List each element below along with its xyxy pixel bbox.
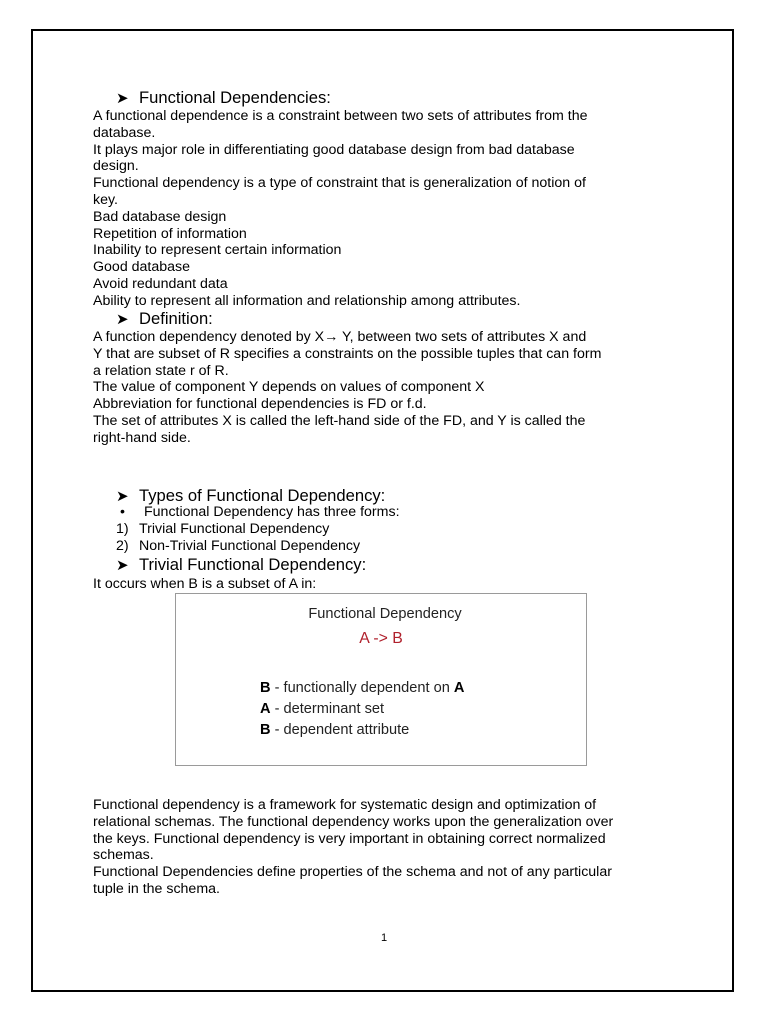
trivial-text: It occurs when B is a subset of A in: [93,576,317,592]
figure-row: B - functionally dependent on A [260,680,465,696]
figure-row: B - dependent attribute [260,722,410,738]
heading-functional-dependencies: ➤ Functional Dependencies: [116,88,331,107]
text-line: schemas. [93,847,154,864]
list-item: 1) Trivial Functional Dependency [116,521,330,537]
text-line: A function dependency denoted by X→ Y, between two sets of attributes X and [93,329,587,345]
text-line: Functional dependency is a framework for systematic design and optimization of [93,797,597,813]
text-line: Abbreviation for functional dependencies is FD or f.d. [93,396,427,413]
types-bullet: • Functional Dependency has three forms: [120,504,400,520]
intro-paragraph [93,108,663,310]
heading-trivial: ➤ Trivial Functional Dependency: [116,555,367,574]
text-line: design. [93,158,139,175]
arrow-bullet-icon: ➤ [116,557,129,574]
text-line: relational schemas. The functional dependency works upon the generalization over [93,813,614,830]
list-item: 2) Non-Trivial Functional Dependency [116,538,361,554]
text-line: key. [93,191,118,208]
arrow-bullet-icon: ➤ [116,488,129,505]
text-line: Avoid redundant data [93,275,228,292]
heading-definition: ➤ Definition: [116,309,213,328]
closing-paragraph [93,797,663,898]
text-line: database. [93,124,156,141]
bullet-dot-icon: • [120,504,125,520]
text-line: It plays major role in differentiating good database design from bad database [93,141,575,158]
text-line: Functional dependency is a type of constraint that is generalization of notion of [93,175,586,192]
text-line: Repetition of information [93,225,247,242]
text-line: Functional Dependencies define properties of the schema and not of any particular [93,864,612,881]
text-line: Good database [93,259,191,276]
text-line: Y that are subset of R specifies a constraints on the possible tuples that can form [93,345,602,362]
page-number: 1 [380,932,388,944]
text-line: Ability to represent all information and relationship among attributes. [93,292,521,309]
text-line: The set of attributes X is called the left-hand side of the FD, and Y is called the [93,412,586,429]
text-line: a relation state r of R. [93,362,229,379]
text-line: The value of component Y depends on values of component X [93,379,485,396]
figure-row: A - determinant set [260,701,385,717]
definition-paragraph [93,329,663,447]
arrow-bullet-icon: ➤ [116,311,129,328]
arrow-bullet-icon: ➤ [116,90,129,107]
figure-title: Functional Dependency [308,606,462,622]
text-line: tuple in the schema. [93,880,220,897]
text-line: the keys. Functional dependency is very important in obtaining correct normalized [93,830,606,847]
functional-dependency-figure [175,593,587,766]
text-line: Inability to represent certain information [93,242,342,259]
text-line: A functional dependence is a constraint between two sets of attributes from the [93,108,588,124]
text-line: Bad database design [93,208,227,225]
text-line: right-hand side. [93,429,191,446]
figure-formula: A -> B [359,630,403,647]
heading-types: ➤ Types of Functional Dependency: [116,486,386,505]
